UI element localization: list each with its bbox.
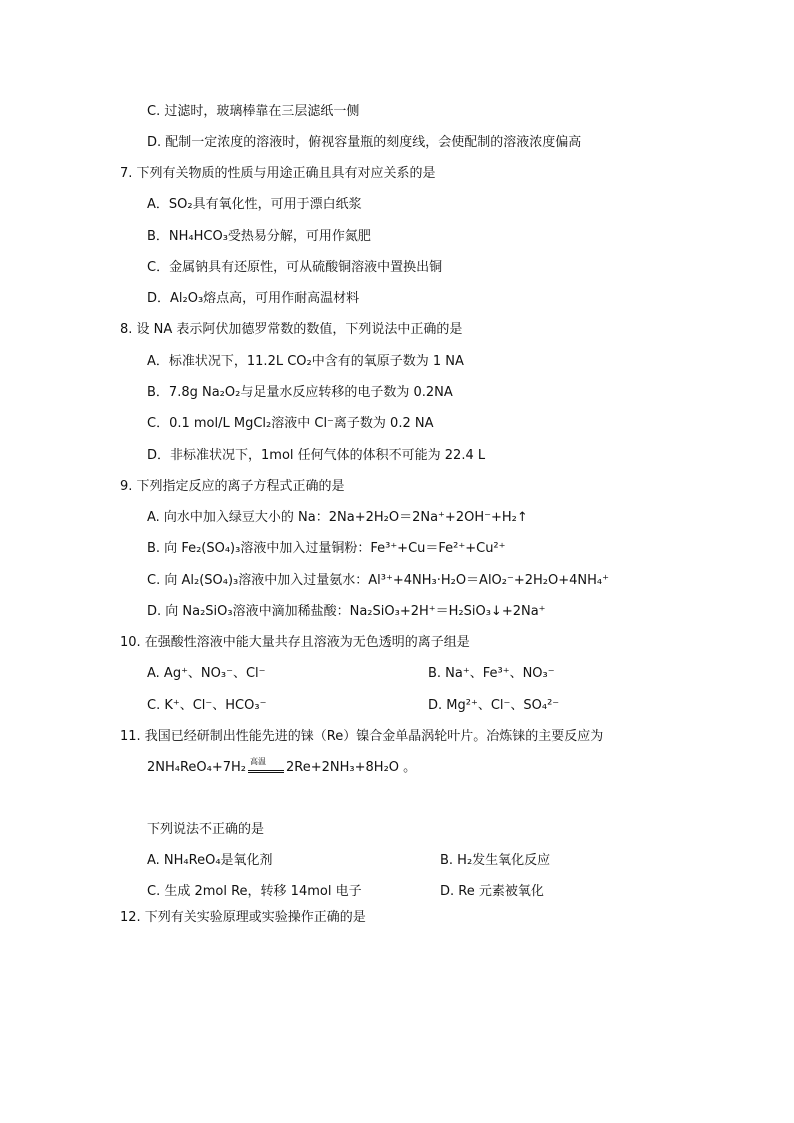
q8-option-d: D．非标准状况下，1mol 任何气体的体积不可能为 22.4 L bbox=[147, 448, 486, 463]
q9-option-b: B. 向 Fe₂(SO₄)₃溶液中加入过量铜粉：Fe³⁺+Cu＝Fe²⁺+Cu²⁺ bbox=[147, 541, 506, 556]
q8-option-b: B．7.8g Na₂O₂与足量水反应转移的电子数为 0.2NA bbox=[147, 385, 453, 400]
q9-option-a: A. 向水中加入绿豆大小的 Na：2Na+2H₂O＝2Na⁺+2OH⁻+H₂↑ bbox=[147, 510, 528, 525]
q11-stem: 下列说法不正确的是 bbox=[147, 822, 265, 837]
q10-option-b: B. Na⁺、Fe³⁺、NO₃⁻ bbox=[428, 666, 555, 681]
q10-option-a: A. Ag⁺、NO₃⁻、Cl⁻ bbox=[147, 666, 266, 681]
question-8: 8. 设 NA 表示阿伏加德罗常数的数值，下列说法中正确的是 bbox=[120, 322, 463, 337]
q8-option-a: A．标准状况下，11.2L CO₂中含有的氧原子数为 1 NA bbox=[147, 354, 464, 369]
reaction-arrow bbox=[246, 759, 286, 777]
question-9: 9. 下列指定反应的离子方程式正确的是 bbox=[120, 479, 345, 494]
q6-option-d: D. 配制一定浓度的溶液时，俯视容量瓶的刻度线，会使配制的溶液浓度偏高 bbox=[147, 135, 582, 150]
equation-products: 2Re+2NH₃+8H₂O 。 bbox=[286, 760, 417, 775]
q6-option-c: C. 过滤时，玻璃棒靠在三层滤纸一侧 bbox=[147, 104, 360, 119]
q8-option-c: C．0.1 mol/L MgCl₂溶液中 Cl⁻离子数为 0.2 NA bbox=[147, 416, 434, 431]
q11-equation bbox=[147, 759, 416, 777]
q11-option-a: A. NH₄ReO₄是氧化剂 bbox=[147, 853, 273, 868]
equation-reactants: 2NH₄ReO₄+7H₂ bbox=[147, 760, 247, 775]
question-10: 10. 在强酸性溶液中能大量共存且溶液为无色透明的离子组是 bbox=[120, 635, 470, 650]
q9-option-c: C. 向 Al₂(SO₄)₃溶液中加入过量氨水：Al³⁺+4NH₃·H₂O＝AlO₂⁻+2H₂O+4NH₄⁺ bbox=[147, 573, 609, 588]
q7-option-d: D．Al₂O₃熔点高，可用作耐高温材料 bbox=[147, 291, 360, 306]
q11-option-b: B. H₂发生氧化反应 bbox=[440, 853, 551, 868]
q10-option-c: C. K⁺、Cl⁻、HCO₃⁻ bbox=[147, 698, 267, 713]
q7-option-a: A．SO₂具有氧化性，可用于漂白纸浆 bbox=[147, 197, 362, 212]
question-11: 11. 我国已经研制出性能先进的铼（Re）镍合金单晶涡轮叶片。冶炼铼的主要反应为 bbox=[120, 729, 604, 744]
question-12: 12. 下列有关实验原理或实验操作正确的是 bbox=[120, 910, 366, 925]
q11-option-d: D. Re 元素被氧化 bbox=[440, 884, 544, 899]
reaction-condition: 高温 bbox=[250, 757, 267, 766]
q9-option-d: D. 向 Na₂SiO₃溶液中滴加稀盐酸：Na₂SiO₃+2H⁺＝H₂SiO₃↓+2Na⁺ bbox=[147, 604, 546, 619]
q7-option-b: B．NH₄HCO₃受热易分解，可用作氮肥 bbox=[147, 229, 371, 244]
q11-option-c: C. 生成 2mol Re，转移 14mol 电子 bbox=[147, 884, 362, 899]
q7-option-c: C．金属钠具有还原性，可从硫酸铜溶液中置换出铜 bbox=[147, 260, 443, 275]
q10-option-d: D. Mg²⁺、Cl⁻、SO₄²⁻ bbox=[428, 698, 560, 713]
question-7: 7. 下列有关物质的性质与用途正确且具有对应关系的是 bbox=[120, 166, 436, 181]
